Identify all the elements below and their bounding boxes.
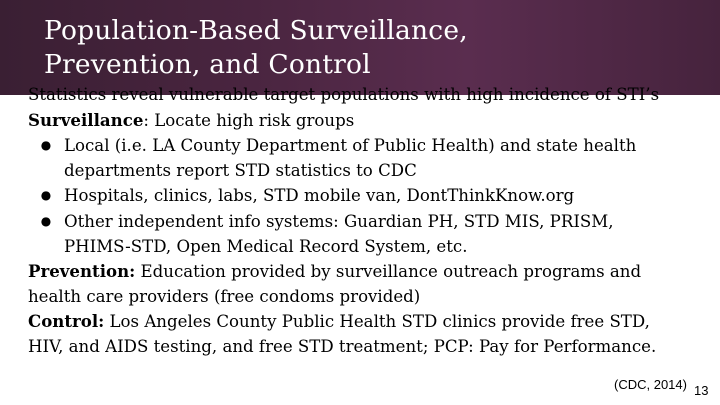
bullet-item — [28, 133, 708, 183]
slide-body — [28, 83, 708, 360]
control-text-continued: HIV, and AIDS testing, and free STD treatment; PCP: Pay for Performance. — [28, 336, 657, 356]
citation: (CDC, 2014) — [614, 377, 687, 392]
control-label: Control: — [28, 311, 105, 332]
prevention-label: Prevention: — [28, 261, 136, 282]
bullet-item — [28, 183, 708, 209]
bullet-icon: ● — [40, 138, 52, 153]
bullet-item — [28, 209, 708, 259]
prevention-text: Education provided by surveillance outreach programs and — [135, 262, 642, 282]
bullet-text-continued: PHIMS-STD, Open Medical Record System, etc. — [64, 236, 468, 256]
bullet-icon: ● — [40, 213, 52, 228]
surveillance-text: : Locate high risk groups — [143, 110, 355, 130]
prevention-paragraph — [28, 259, 708, 285]
control-paragraph — [28, 309, 708, 335]
bullet-text: Hospitals, clinics, labs, STD mobile van, DontThinkKnow.org — [64, 186, 575, 206]
bullet-text-continued: departments report STD statistics to CDC — [64, 160, 417, 180]
surveillance-label: Surveillance — [28, 109, 144, 130]
slide-title-line-1: Population-Based Surveillance, — [44, 15, 468, 46]
bullet-text: Local (i.e. LA County Department of Public Health) and state health — [64, 136, 637, 156]
prevention-text-continued: health care providers (free condoms provided) — [28, 286, 421, 306]
bullet-icon: ● — [40, 188, 52, 203]
control-text: Los Angeles County Public Health STD clinics provide free STD, — [104, 312, 650, 332]
slide-title — [44, 14, 468, 82]
slide-title-line-2: Prevention, and Control — [44, 49, 371, 80]
intro-text: Statistics reveal vulnerable target populations with high incidence of STI’s — [28, 85, 660, 104]
surveillance-paragraph — [28, 108, 708, 134]
page-number: 13 — [694, 383, 709, 398]
bullet-text: Other independent info systems: Guardian PH, STD MIS, PRISM, — [64, 211, 614, 231]
